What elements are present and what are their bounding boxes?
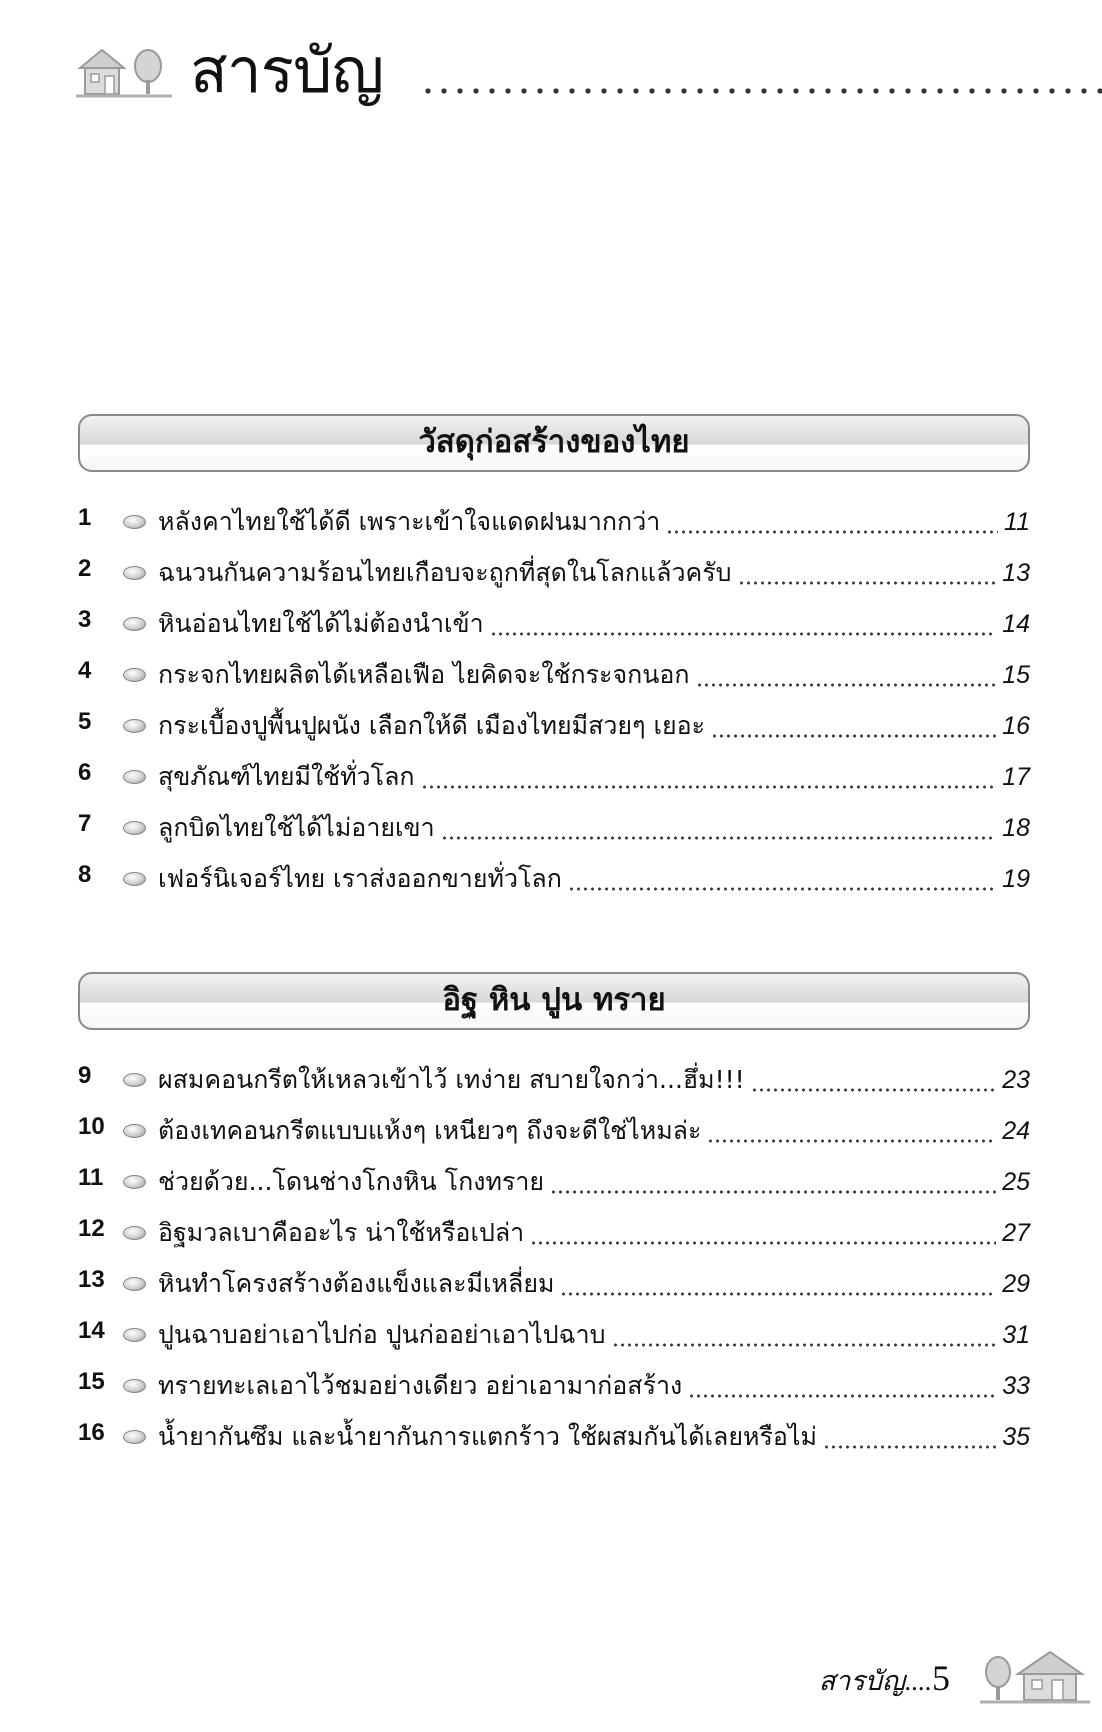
entry-page-number: 14	[1002, 610, 1030, 638]
bullet-icon	[123, 668, 146, 682]
bullet-icon	[123, 515, 146, 529]
entry-page-number: 35	[1002, 1423, 1030, 1451]
entry-number: 11	[78, 1164, 104, 1191]
entry-title: ปูนฉาบอย่าเอาไปก่อ ปูนก่ออย่าเอาไปฉาบ	[158, 1320, 606, 1349]
toc-entry-12[interactable]	[78, 1207, 1030, 1258]
entry-number: 9	[78, 1062, 92, 1089]
entry-title: หลังคาไทยใช้ได้ดี เพราะเข้าใจแดดฝนมากกว่า	[158, 507, 661, 536]
bullet-icon	[123, 872, 146, 886]
entry-page-number: 33	[1002, 1372, 1030, 1400]
bullet-icon	[123, 1379, 146, 1393]
bullet-icon	[123, 719, 146, 733]
toc-entry-5[interactable]	[78, 700, 1030, 751]
entry-title: สุขภัณฑ์ไทยมีใช้ทั่วโลก	[158, 762, 415, 791]
entry-title: ผสมคอนกรีตให้เหลวเข้าไว้ เทง่าย สบายใจกว่า...ฮึ่ม!!!	[158, 1065, 745, 1094]
dot-leader	[688, 1394, 996, 1398]
entry-page-number: 23	[1002, 1066, 1030, 1094]
toc-entry-6[interactable]	[78, 751, 1030, 802]
section-title-2: อิฐ หิน ปูน ทราย	[442, 982, 666, 1018]
entry-title: กระเบื้องปูพื้นปูผนัง เลือกให้ดี เมืองไทยมีสวยๆ เยอะ	[158, 711, 706, 740]
entry-page-number: 15	[1002, 661, 1030, 689]
section-banner-1	[78, 414, 1030, 472]
toc-entry-4[interactable]	[78, 649, 1030, 700]
header-dot-leader	[420, 86, 1102, 96]
entry-number: 15	[78, 1368, 105, 1395]
house-tree-icon	[76, 42, 172, 102]
bullet-icon	[123, 1328, 146, 1342]
entry-page-number: 17	[1002, 763, 1030, 791]
entry-number: 1	[78, 504, 92, 531]
toc-entry-16[interactable]	[78, 1411, 1030, 1462]
entry-title: น้ำยากันซึม และน้ำยากันการแตกร้าว ใช้ผสมกันได้เลยหรือไม่	[158, 1422, 817, 1451]
entry-page-number: 31	[1002, 1321, 1030, 1349]
bullet-icon	[123, 1277, 146, 1291]
bullet-icon	[123, 1124, 146, 1138]
dot-leader	[560, 1292, 996, 1296]
bullet-icon	[123, 566, 146, 580]
entry-page-number: 29	[1002, 1270, 1030, 1298]
bullet-icon	[123, 1430, 146, 1444]
toc-entry-14[interactable]	[78, 1309, 1030, 1360]
entry-number: 2	[78, 555, 92, 582]
entry-page-number: 11	[1004, 508, 1030, 536]
entry-page-number: 27	[1002, 1219, 1030, 1247]
entry-title: ช่วยด้วย...โดนช่างโกงหิน โกงทราย	[158, 1167, 545, 1196]
entry-number: 3	[78, 606, 92, 633]
footer-label-text: สารบัญ	[818, 1666, 905, 1697]
dot-leader	[738, 581, 997, 585]
dot-leader	[530, 1241, 996, 1245]
dot-leader	[823, 1445, 996, 1449]
house-tree-icon	[980, 1646, 1090, 1710]
entry-page-number: 16	[1002, 712, 1030, 740]
entry-title: กระจกไทยผลิตได้เหลือเฟือ ไยคิดจะใช้กระจกนอก	[158, 660, 690, 689]
entry-number: 8	[78, 861, 92, 888]
toc-entry-1[interactable]	[78, 496, 1030, 547]
entry-number: 16	[78, 1419, 105, 1446]
toc-entry-8[interactable]	[78, 853, 1030, 904]
bullet-icon	[123, 821, 146, 835]
entry-title: ทรายทะเลเอาไว้ชมอย่างเดียว อย่าเอามาก่อสร้าง	[158, 1371, 683, 1400]
dot-leader	[666, 530, 998, 534]
toc-entry-3[interactable]	[78, 598, 1030, 649]
bullet-icon	[123, 1226, 146, 1240]
entry-title: ลูกบิดไทยใช้ได้ไม่อายเขา	[158, 813, 435, 842]
entry-number: 6	[78, 759, 92, 786]
entry-title: หินอ่อนไทยใช้ได้ไม่ต้องนำเข้า	[158, 609, 484, 638]
entry-page-number: 24	[1002, 1117, 1030, 1145]
entry-page-number: 13	[1002, 559, 1030, 587]
toc-entry-11[interactable]	[78, 1156, 1030, 1207]
entry-number: 12	[78, 1215, 105, 1242]
dot-leader	[751, 1088, 996, 1092]
dot-leader	[490, 632, 997, 636]
footer-page-number: 5	[932, 1658, 950, 1698]
entry-page-number: 25	[1002, 1168, 1030, 1196]
entry-number: 7	[78, 810, 92, 837]
toc-entry-9[interactable]	[78, 1054, 1030, 1105]
entry-number: 10	[78, 1113, 105, 1140]
dot-leader	[441, 836, 997, 840]
entry-title: ต้องเทคอนกรีตแบบแห้งๆ เหนียวๆ ถึงจะดีใช่ไหมล่ะ	[158, 1116, 702, 1145]
dot-leader	[707, 1139, 996, 1143]
bullet-icon	[123, 1073, 146, 1087]
section-title-1: วัสดุก่อสร้างของไทย	[418, 424, 690, 460]
entry-title: อิฐมวลเบาคืออะไร น่าใช้หรือเปล่า	[158, 1218, 525, 1247]
page-header	[70, 34, 1102, 108]
dot-leader	[568, 887, 996, 891]
bullet-icon	[123, 770, 146, 784]
page-title: สารบัญ	[190, 34, 384, 107]
toc-entry-10[interactable]	[78, 1105, 1030, 1156]
dot-leader	[696, 683, 997, 687]
dot-leader	[550, 1190, 996, 1194]
entry-title: หินทำโครงสร้างต้องแข็งและมีเหลี่ยม	[158, 1269, 555, 1298]
dot-leader	[612, 1343, 997, 1347]
toc-list-section-2	[78, 1054, 1030, 1462]
bullet-icon	[123, 1175, 146, 1189]
toc-entry-15[interactable]	[78, 1360, 1030, 1411]
entry-page-number: 18	[1002, 814, 1030, 842]
entry-page-number: 19	[1002, 865, 1030, 893]
entry-number: 13	[78, 1266, 105, 1293]
toc-entry-7[interactable]	[78, 802, 1030, 853]
dot-leader	[711, 734, 996, 738]
entry-title: เฟอร์นิเจอร์ไทย เราส่งออกขายทั่วโลก	[158, 864, 562, 893]
toc-entry-2[interactable]	[78, 547, 1030, 598]
footer-running-title	[819, 1657, 950, 1702]
footer-separator: ....	[905, 1666, 932, 1696]
bullet-icon	[123, 617, 146, 631]
toc-list-section-1	[78, 496, 1030, 904]
entry-number: 5	[78, 708, 92, 735]
entry-number: 14	[78, 1317, 105, 1344]
dot-leader	[421, 785, 997, 789]
section-banner-2	[78, 972, 1030, 1030]
entry-number: 4	[78, 657, 92, 684]
page-footer	[790, 1636, 1090, 1716]
entry-title: ฉนวนกันความร้อนไทยเกือบจะถูกที่สุดในโลกแล้วครับ	[158, 558, 732, 587]
toc-entry-13[interactable]	[78, 1258, 1030, 1309]
